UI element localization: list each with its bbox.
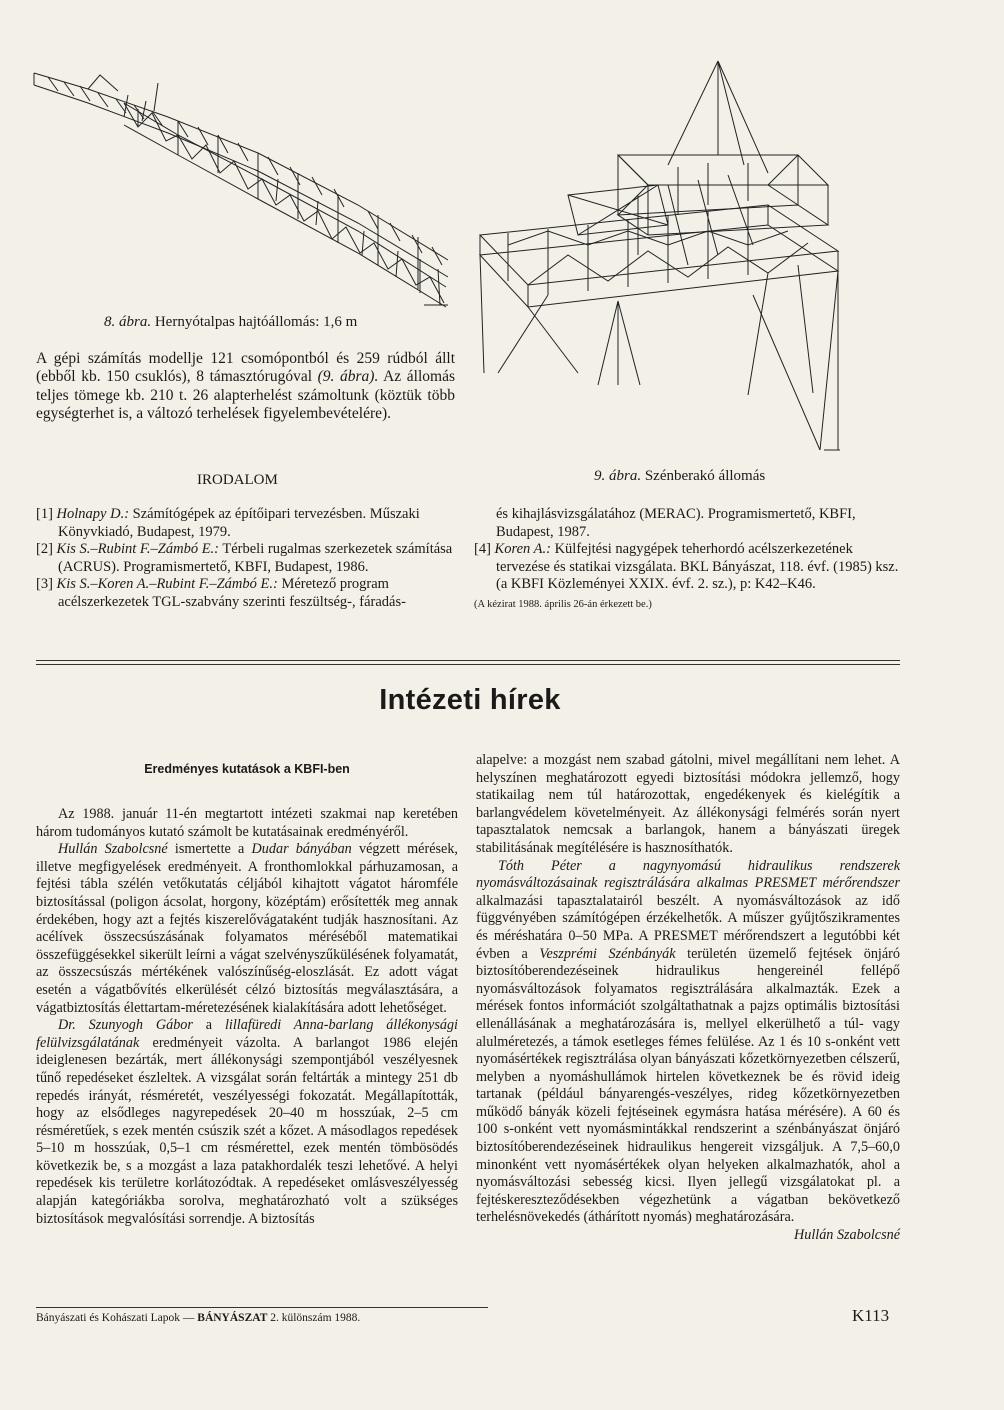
manuscript-received-note: (A kézirat 1988. április 26-án érkezett be.) — [474, 598, 652, 610]
section-divider-bottom — [36, 664, 900, 665]
references-right-column — [474, 506, 899, 613]
right-column-text — [476, 752, 900, 1245]
reference-item: [2] Kis S.–Rubint F.–Zámbó E.: Térbeli rugalmas szerkezetek számítása (ACRUS). Programismertető, KBFI, Budapest, 1986. — [36, 541, 453, 575]
footer-rule — [36, 1307, 488, 1308]
paragraph: Az 1988. január 11-én megtartott intézeti szakmai nap keretében három tudományos kutató számolt be kutatásainak eredményéről. — [36, 806, 458, 840]
intro-figure-ref: (9. ábra). — [317, 368, 379, 386]
figure-8-truss-drawing — [28, 55, 468, 310]
left-column-text — [36, 806, 458, 1228]
intro-text-1: A gépi számítás modellje 121 csomópontból és 259 rúdból állt (ebből kb. 150 csuklós), 8 támasztórugóval — [36, 350, 455, 386]
section-divider-top — [36, 660, 900, 661]
figure-8-number: 8. ábra. — [104, 314, 152, 330]
references-left-column — [36, 506, 456, 611]
figure-9-truss-drawing — [468, 55, 868, 475]
page-number: K113 — [852, 1306, 890, 1325]
figure-8-text: Hernyótalpas hajtóállomás: 1,6 m — [154, 314, 358, 330]
section-title: Intézeti hírek — [379, 684, 561, 716]
figure-9-number: 9. ábra. — [594, 468, 642, 484]
paragraph: Tóth Péter a nagynyomású hidraulikus rendszerek nyomásváltozásainak regisztrálására alkalmas PRESMET mérőrendszer alkalmazási tapasztalatairól beszélt. A nyomásváltozások az idő függvényében számítógépen érzékelhetők. A műszer gyűjtőszikramentes és méréshatára 0–50 MPa. A PRESMET mérőrendszert a legutóbbi két évben a Veszprémi Szénbányák területén üzemelő fejtések önjáró biztosítóberendezéseinek hidraulikus hengereinél fellépő nyomásváltozások folyamatos regisztrálására alkalmazták. Ezek a mérések fontos információt szolgáltathatnak a pajzs optimális biztosítási ellenállásának a meghatározására is, mellyel elkerülhető a túl- vagy alulméretezés, a támok esetleges fémes felülése. Az 1 és 10 s-onként vett nyomásértékek regisztrálása olyan bányászati kőzetkörnyezetben célszerű, melyben a nyomáshullámok hirtelen következnek be és rövid ideig tartanak (például bányarengés-veszélyes, rideg kőzetkörnyezetben működő bányák közeli fejtéseinek egymásra hatása mérésére). A 60 és 100 s-onként vett nyomásmintákkal rendszerint a szénbányászat önjáró biztosítóberendezéseinek hidraulikus hengereit vizsgáljuk. A 7,5–60,0 minonként vett nyomásértékek olyan helyeken alkalmazhatók, ahol a nyomásváltozási sebesség kicsi. Ilyen jellegű vizsgálatokat pl. a fejtéskereszteződésekben végezhetünk a vágatban bekövetkező terhelésnövekedés (áthárított nyomás) meghatározására. — [476, 857, 900, 1226]
article-subtitle: Eredményes kutatások a KBFI-ben — [144, 762, 350, 776]
paragraph: Hullán Szabolcsné ismertette a Dudar bányában végzett mérések, illetve megfigyelések eredményeit. A fronthomlokkal párhuzamosan, a fejtési tábla szélén vetőkutatás céljából kihajtott vágatot háromféle biztosítással (poligon ácsolat, horgony, középtám) erősítették meg annak érdekében, hogy azt a fejtés kiszerelővágataként tudják hasznosítani. Az acélívek összecsúszásának folyamatos méréséből matematikai összefüggésekkel sikerült leírni a vágat szelvényszűkülésének folyamatát, az összecsúszás mértékének valószínűség-eloszlását. Ez adott vágat esetén a vágatbővítés elkerülését célzó biztosítás megválasztására, a vágatbiztosítás élettartam-méretezésének kialakítására adott lehetőséget. — [36, 841, 458, 1016]
reference-item-continued: és kihajlásvizsgálatához (MERAC). Programismertető, KBFI, Budapest, 1987. — [496, 506, 856, 540]
reference-item: [1] Holnapy D.: Számítógépek az építőipari tervezésben. Műszaki Könyvkiadó, Budapest, 1979. — [36, 506, 420, 540]
figure-9-caption — [594, 468, 765, 485]
figure-9-text: Szénberakó állomás — [644, 468, 766, 484]
reference-item: [3] Kis S.–Koren A.–Rubint F.–Zámbó E.: Méretező program acélszerkezetek TGL-szabvány szerinti feszültség-, fáradás- — [36, 576, 406, 610]
paragraph: Dr. Szunyogh Gábor a lillafüredi Anna-barlang állékonysági felülvizsgálatának eredményeit vázolta. A barlangot 1986 elején ideiglenesen bezárták, mert állékonysági szempontjából veszélyesnek tűnő repedéseket észleltek. A vizsgálat során feltárták a mintegy 251 db repedés irányát, résméretét, veszélyességi fokozatát. Megállapították, hogy az elsődleges nagyrepedések 20–40 m hosszúak, 2–5 cm résméretűek, s ezek mentén csúszik szét a kőzet. A másodlagos repedések 5–10 m hosszúak, 0,5–1 cm résmérettel, ezek mentén tömbösödés következik be, s a mozgást a laza patakhordalék teszi lehetővé. A helyi repedések kis területre korlátozódtak. A repedéseket omlásveszélyesség alapján kategóriákba sorolva, meghatározható volt a szükséges biztosítások megvalósítási sorrendje. A biztosítás — [36, 1017, 458, 1227]
intro-text-2: Az állomás teljes tömege kb. 210 t. 26 alapterhelést számoltunk (köztük több egységterhet is, a változó terhelések figyelembevételére). — [36, 368, 455, 422]
author-signature: Hullán Szabolcsné — [793, 1227, 900, 1244]
footer-journal: Bányászati és Kohászati Lapok — BÁNYÁSZAT 2. különszám 1988. — [36, 1312, 361, 1324]
figure-8-caption — [104, 314, 357, 331]
paragraph: alapelve: a mozgást nem szabad gátolni, mivel megállítani nem lehet. A helyszínen meghatározott egyedi biztosítási módokra jellemző, hogy statikailag nem túl határozottak, engedékenyek és kielégítik a barlangvédelem követelményeit. Az állékonysági felmérés során nyert tapasztalatok nemcsak a barlangok, hanem a bányászati üregek stabilitásának megítélésére is hasznosíthatók. — [476, 752, 900, 856]
references-title: IRODALOM — [197, 472, 278, 488]
reference-item: [4] Koren A.: Külfejtési nagygépek teherhordó acélszerkezetének tervezése és statikai vizsgálata. BKL Bányászat, 118. évf. (1985) ksz. (a KBFI Közleményei XXIX. évf. 2. sz.), p: K42–K46. — [474, 541, 899, 592]
model-description-paragraph — [36, 350, 455, 423]
